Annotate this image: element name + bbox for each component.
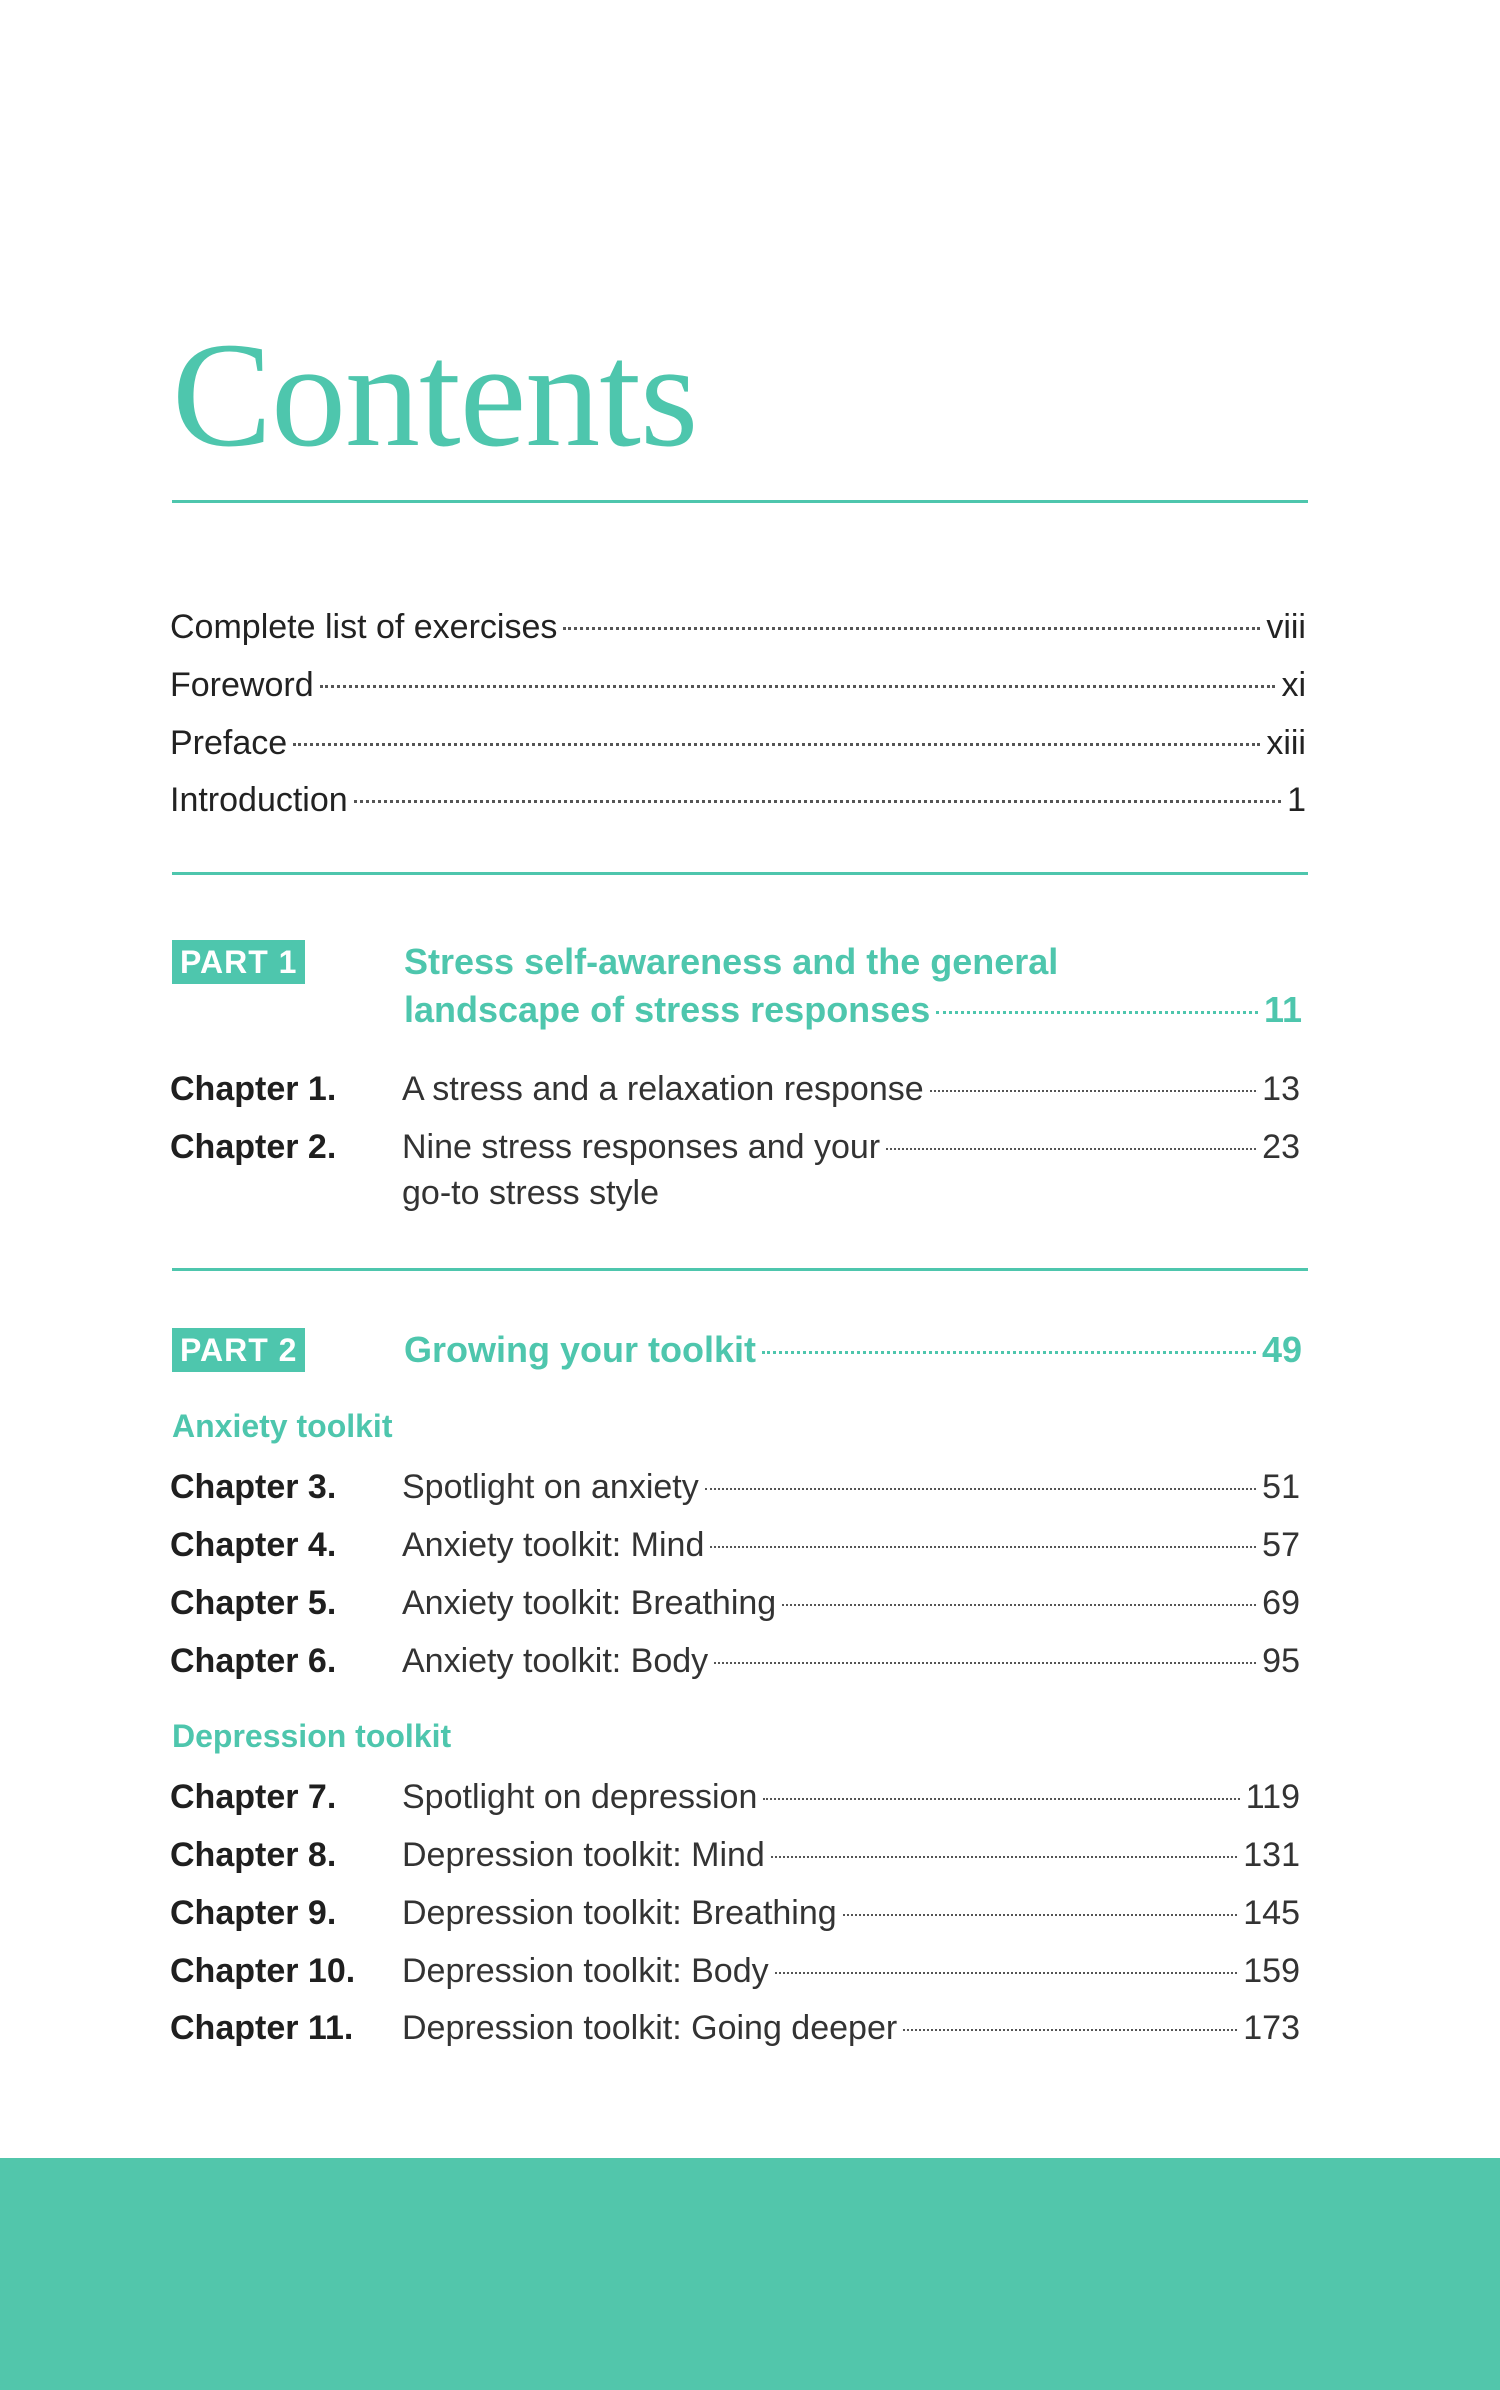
- chapter-title: A stress and a relaxation response: [402, 1070, 924, 1108]
- chapter-entry-1[interactable]: [402, 1066, 1300, 1112]
- part1-badge: PART 1: [172, 940, 305, 984]
- chapter-page: 13: [1262, 1070, 1300, 1108]
- chapter-label: Chapter 7.: [170, 1778, 337, 1816]
- chapter-label: Chapter 1.: [170, 1070, 337, 1108]
- toc-entry-label: Introduction: [170, 781, 348, 819]
- chapter-entry-11[interactable]: [402, 2005, 1300, 2051]
- chapter-page: 173: [1243, 2009, 1300, 2047]
- leader-dots: [762, 1351, 1256, 1354]
- leader-dots: [320, 685, 1276, 688]
- leader-dots: [771, 1856, 1237, 1858]
- chapter-page: 145: [1243, 1894, 1300, 1932]
- toc-entry-page: viii: [1266, 608, 1306, 646]
- leader-dots: [763, 1798, 1239, 1800]
- chapter-label: Chapter 6.: [170, 1642, 337, 1680]
- chapter-title: Anxiety toolkit: Breathing: [402, 1584, 777, 1622]
- chapter-label: Chapter 8.: [170, 1836, 337, 1874]
- chapter-page: 57: [1262, 1526, 1300, 1564]
- leader-dots: [782, 1604, 1256, 1606]
- leader-dots: [354, 800, 1281, 803]
- part2-badge: PART 2: [172, 1328, 305, 1372]
- chapter-page: 23: [1262, 1128, 1300, 1166]
- chapter-title: Spotlight on anxiety: [402, 1468, 699, 1506]
- chapter-entry-7[interactable]: [402, 1774, 1300, 1820]
- chapter-page: 51: [1262, 1468, 1300, 1506]
- chapter-entry-2[interactable]: [402, 1124, 1300, 1170]
- toc-entry-label: Foreword: [170, 666, 314, 704]
- chapter-label: Chapter 9.: [170, 1894, 337, 1932]
- part1-page: 11: [1263, 989, 1302, 1030]
- part1-title-line1[interactable]: Stress self-awareness and the general: [404, 941, 1059, 982]
- toc-entry-label: Complete list of exercises: [170, 608, 558, 646]
- leader-dots: [886, 1148, 1256, 1150]
- chapter-title: Spotlight on depression: [402, 1778, 758, 1816]
- depression-toolkit-heading: Depression toolkit: [172, 1718, 452, 1754]
- divider-part2: [172, 1268, 1308, 1271]
- leader-dots: [843, 1914, 1238, 1916]
- chapter-title: Depression toolkit: Mind: [402, 1836, 765, 1874]
- chapter-page: 159: [1243, 1952, 1300, 1990]
- chapter-title-continued: go-to stress style: [402, 1174, 659, 1212]
- part1-title-text: landscape of stress responses: [404, 989, 931, 1030]
- leader-dots: [710, 1546, 1256, 1548]
- chapter-label: Chapter 10.: [170, 1952, 356, 1990]
- chapter-title: Nine stress responses and your: [402, 1128, 881, 1166]
- chapter-page: 95: [1262, 1642, 1300, 1680]
- chapter-title: Depression toolkit: Breathing: [402, 1894, 837, 1932]
- toc-entry-introduction[interactable]: [170, 777, 1306, 823]
- toc-entry-preface[interactable]: [170, 720, 1306, 766]
- anxiety-toolkit-heading: Anxiety toolkit: [172, 1408, 393, 1444]
- chapter-entry-5[interactable]: [402, 1580, 1300, 1626]
- part1-title-line2[interactable]: [404, 986, 1302, 1034]
- chapter-page: 131: [1243, 1836, 1300, 1874]
- toc-entry-page: xi: [1281, 666, 1306, 704]
- leader-dots: [705, 1488, 1256, 1490]
- footer-color-band: [0, 2158, 1500, 2390]
- chapter-title: Anxiety toolkit: Mind: [402, 1526, 705, 1564]
- toc-entry-page: xiii: [1266, 724, 1306, 762]
- chapter-entry-9[interactable]: [402, 1890, 1300, 1936]
- leader-dots: [563, 627, 1260, 630]
- chapter-entry-3[interactable]: [402, 1464, 1300, 1510]
- divider-part1: [172, 872, 1308, 875]
- chapter-label: Chapter 5.: [170, 1584, 337, 1622]
- leader-dots: [930, 1090, 1257, 1092]
- leader-dots: [293, 743, 1260, 746]
- part2-page: 49: [1261, 1329, 1302, 1370]
- toc-entry-foreword[interactable]: [170, 662, 1306, 708]
- chapter-entry-10[interactable]: [402, 1948, 1300, 1994]
- chapter-label: Chapter 4.: [170, 1526, 337, 1564]
- toc-entry-label: Preface: [170, 724, 288, 762]
- divider-top: [172, 500, 1308, 503]
- leader-dots: [714, 1662, 1256, 1664]
- part2-title[interactable]: [404, 1326, 1302, 1374]
- page-title: Contents: [172, 312, 698, 478]
- leader-dots: [903, 2029, 1237, 2031]
- part2-title-text: Growing your toolkit: [404, 1329, 756, 1370]
- chapter-entry-4[interactable]: [402, 1522, 1300, 1568]
- chapter-title: Depression toolkit: Going deeper: [402, 2009, 898, 2047]
- leader-dots: [936, 1011, 1258, 1014]
- toc-entry-page: 1: [1287, 781, 1306, 819]
- chapter-entry-8[interactable]: [402, 1832, 1300, 1878]
- leader-dots: [775, 1972, 1238, 1974]
- chapter-label: Chapter 2.: [170, 1128, 337, 1166]
- chapter-entry-6[interactable]: [402, 1638, 1300, 1684]
- chapter-label: Chapter 3.: [170, 1468, 337, 1506]
- chapter-label: Chapter 11.: [170, 2009, 354, 2047]
- chapter-title: Depression toolkit: Body: [402, 1952, 769, 1990]
- chapter-page: 119: [1245, 1778, 1300, 1816]
- chapter-page: 69: [1262, 1584, 1300, 1622]
- chapter-title: Anxiety toolkit: Body: [402, 1642, 709, 1680]
- toc-entry-exercises[interactable]: [170, 604, 1306, 650]
